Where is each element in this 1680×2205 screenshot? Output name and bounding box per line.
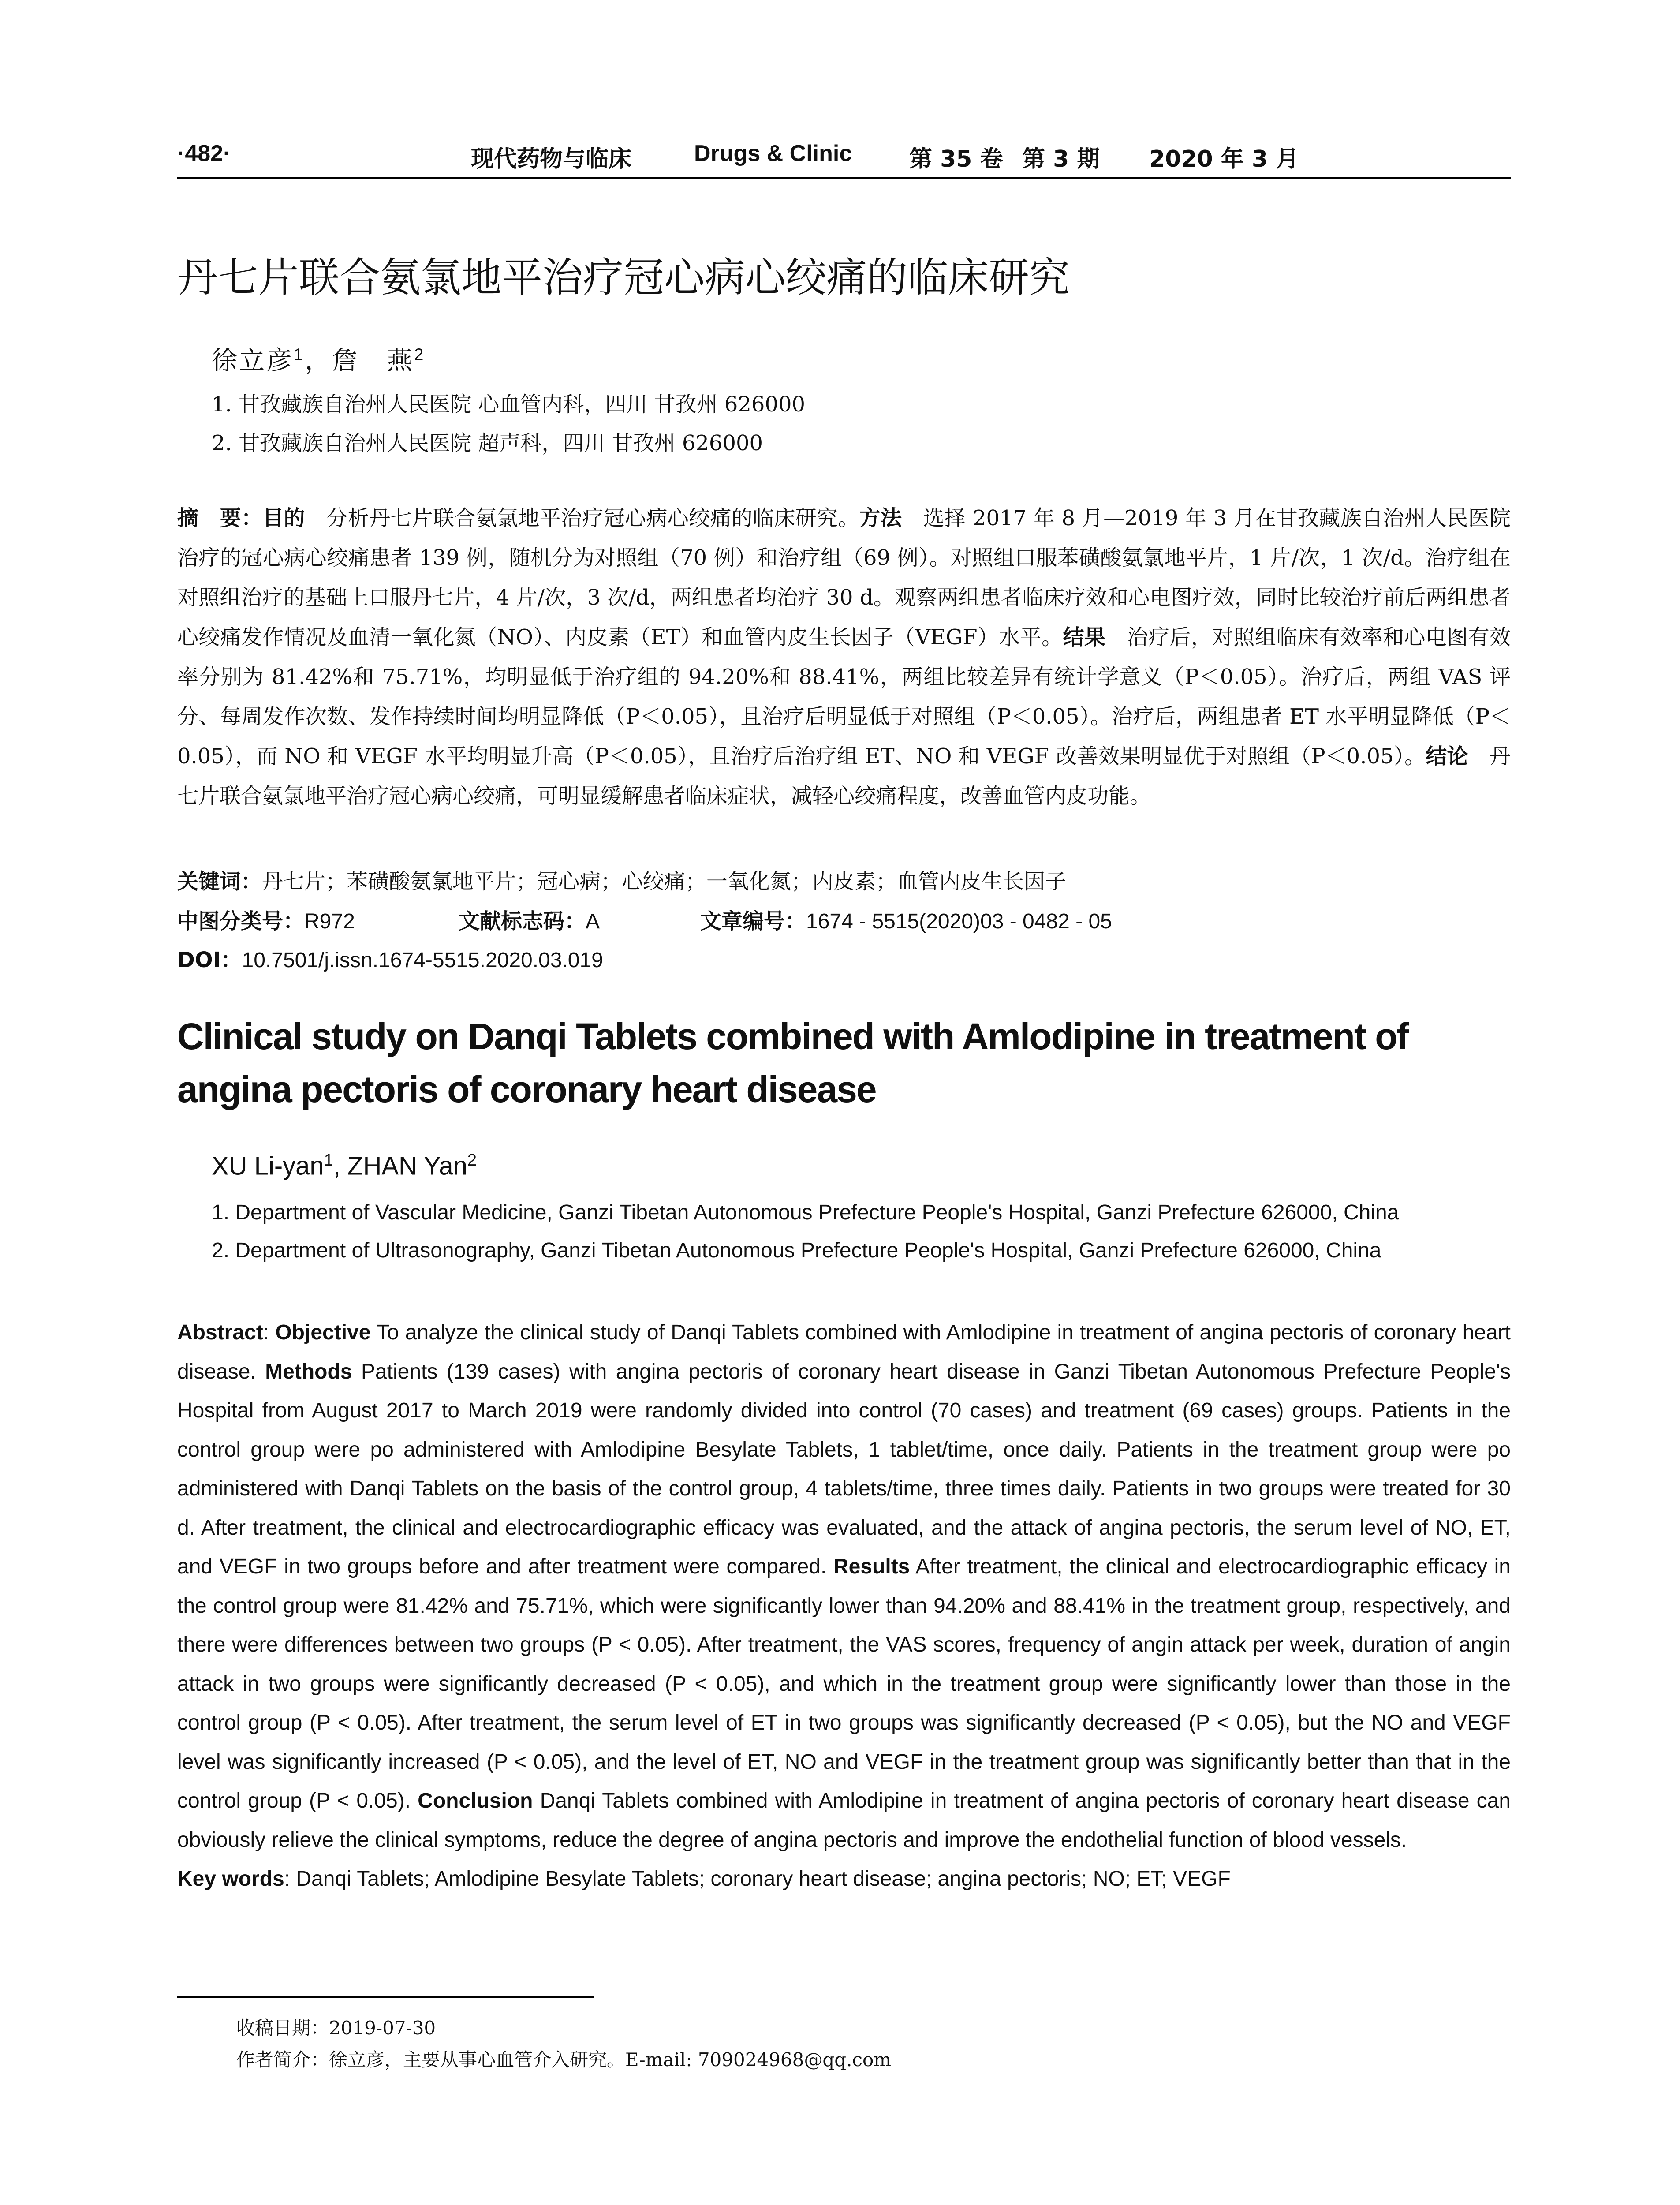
conclusion-text-cn: 丹七片联合氨氯地平治疗冠心病心绞痛，可明显缓解患者临床症状，减轻心绞痛程度，改善血管内皮功能。 — [177, 744, 1511, 808]
doi-label: DOI： — [177, 948, 242, 972]
affiliation-1-en: 1. Department of Vascular Medicine, Ganzi Tibetan Autonomous Prefecture People's Hospital, Ganzi Prefecture 626000, China — [212, 1201, 1399, 1224]
doi-line — [177, 943, 603, 973]
keywords-cn — [177, 864, 1066, 895]
objective-text-en: To analyze the clinical study of Danqi Tablets combined with Amlodipine in treatment of angina pectoris of coronary heart disease. — [177, 1321, 1511, 1383]
clc-line — [177, 904, 355, 934]
header-rule — [177, 177, 1511, 179]
issue: 第 3 期 — [1022, 146, 1100, 172]
objective-text-cn: 分析丹七片联合氨氯地平治疗冠心病心绞痛的临床研究。 — [305, 506, 859, 531]
received-date: 收稿日期：2019-07-30 — [236, 2017, 436, 2039]
author-2-affil-en: 2 — [467, 1151, 477, 1170]
journal-name-en: Drugs & Clinic — [694, 141, 852, 166]
author-2-en: ZHAN Yan — [347, 1151, 467, 1181]
author-1-affil-cn: 1 — [294, 345, 305, 364]
affiliation-2-cn: 2. 甘孜藏族自治州人民医院 超声科，四川 甘孜州 626000 — [212, 431, 763, 456]
methods-text-cn: 选择 2017 年 8 月—2019 年 3 月在甘孜藏族自治州人民医院治疗的冠心病心绞痛患者 139 例，随机分为对照组（70 例）和治疗组（69 例）。对照组口服苯磺酸氨氯地平片，1 片/次，1 次/d。治疗组在对照组治疗的基础上口服丹七片，4 片/次，3 次/d，两组患者均治疗 30 d。观察两组患者临床疗效和心电图疗效，同时比较治疗前后两组患者心绞痛发作情况及血清一氧化氮（NO）、内皮素（ET）和血管内皮生长因子（VEGF）水平。 — [177, 506, 1511, 650]
footnote-rule — [177, 1996, 594, 1998]
author-separator-en: , — [333, 1151, 348, 1181]
article-number-label: 文章编号： — [700, 909, 806, 934]
authors-cn — [212, 340, 425, 377]
author-2-affil-cn: 2 — [414, 345, 426, 364]
author-1-cn: 徐立彦 — [212, 345, 294, 375]
abstract-en — [177, 1313, 1511, 1899]
author-bio: 作者简介：徐立彦，主要从事心血管介入研究。E-mail: 709024968@qq.com — [236, 2049, 892, 2070]
article-number-line — [700, 904, 1112, 934]
objective-label-en: Objective — [275, 1321, 371, 1344]
keywords-label-cn: 关键词： — [177, 869, 262, 894]
article-title-cn: 丹七片联合氨氯地平治疗冠心病心绞痛的临床研究 — [177, 254, 1070, 301]
author-1-en: XU Li-yan — [212, 1151, 324, 1181]
author-separator-cn: ， — [305, 345, 332, 375]
results-label-cn: 结果 — [1063, 625, 1106, 650]
doc-code-line — [459, 904, 600, 934]
page-number: ·482· — [177, 141, 231, 166]
results-label-en: Results — [833, 1555, 910, 1578]
article-number-value: 1674 - 5515(2020)03 - 0482 - 05 — [806, 910, 1112, 933]
author-1-affil-en: 1 — [324, 1151, 333, 1170]
methods-label-cn: 方法 — [859, 506, 902, 531]
abstract-label-en: Abstract — [177, 1321, 263, 1344]
article-title-en: Clinical study on Danqi Tablets combined with Amlodipine in treatment of angina pectoris of coronary heart disease — [177, 1016, 1408, 1110]
keywords-label-en: Key words — [177, 1867, 284, 1891]
keywords-text-en: Danqi Tablets; Amlodipine Besylate Tablets; coronary heart disease; angina pectoris; NO; ET; VEGF — [296, 1867, 1231, 1891]
authors-en — [212, 1151, 477, 1181]
doc-code-value: A — [586, 910, 600, 933]
conclusion-label-cn: 结论 — [1426, 744, 1468, 769]
journal-name-cn: 现代药物与临床 — [471, 146, 632, 172]
objective-label-cn: 目的 — [262, 506, 306, 531]
clc-value: R972 — [304, 910, 355, 933]
methods-label-en: Methods — [265, 1360, 352, 1383]
abstract-colon-en: : — [263, 1321, 276, 1344]
doi-value: 10.7501/j.issn.1674-5515.2020.03.019 — [242, 949, 603, 972]
author-2-cn: 詹 燕 — [332, 345, 414, 375]
abstract-label-cn: 摘 要： — [177, 506, 263, 531]
conclusion-label-en: Conclusion — [418, 1789, 533, 1813]
keywords-colon-en: : — [284, 1867, 296, 1891]
affiliation-1-cn: 1. 甘孜藏族自治州人民医院 心血管内科，四川 甘孜州 626000 — [212, 392, 806, 417]
results-text-en: After treatment, the clinical and electrocardiographic efficacy in the control group were 81.42% and 75.71%, which were significantly lower than 94.20% and 88.41% in the treatment group, respectively, and there were differences between two groups (P < 0.05). After treatment, the VAS scores, frequency of angin attack per week, duration of angin attack in two groups were significantly decreased (P < 0.05), and which in the treatment group were significantly lower than those in the control group (P < 0.05). After treatment, the serum level of ET in two groups was significantly decreased (P < 0.05), but the NO and VEGF level was significantly increased (P < 0.05), and the level of ET, NO and VEGF in the treatment group was significantly better than that in the control group (P < 0.05). — [177, 1555, 1511, 1813]
clc-label: 中图分类号： — [177, 909, 305, 934]
results-text-cn: 治疗后，对照组临床有效率和心电图有效率分别为 81.42%和 75.71%，均明显低于治疗组的 94.20%和 88.41%，两组比较差异有统计学意义（P＜0.05）。治疗后，两组 VAS 评分、每周发作次数、发作持续时间均明显降低（P＜0.05），且治疗后明显低于对照组（P＜0.05）。治疗后，两组患者 ET 水平明显降低（P＜0.05），而 NO 和 VEGF 水平均明显升高（P＜0.05），且治疗后治疗组 ET、NO 和 VEGF 改善效果明显优于对照组（P＜0.05）。 — [177, 625, 1511, 769]
conclusion-text-en: Danqi Tablets combined with Amlodipine in treatment of angina pectoris of coronary heart disease can obviously relieve the clinical symptoms, reduce the degree of angina pectoris and improve the endothelial function of blood vessels. — [177, 1789, 1511, 1852]
issue-date: 2020 年 3 月 — [1149, 146, 1299, 172]
doc-code-label: 文献标志码： — [459, 909, 586, 934]
methods-text-en: Patients (139 cases) with angina pectoris of coronary heart disease in Ganzi Tibetan Autonomous Prefecture People's Hospital from August 2017 to March 2019 were randomly divided into control (70 cases) and treatment (69 cases) groups. Patients in the control group were po administered with Amlodipine Besylate Tablets, 1 tablet/time, once daily. Patients in the treatment group were po administered with Danqi Tablets on the basis of the control group, 4 tablets/time, three times daily. Patients in two groups were treated for 30 d. After treatment, the clinical and electrocardiographic efficacy was evaluated, and the attack of angina pectoris, the serum level of NO, ET, and VEGF in two groups before and after treatment were compared. — [177, 1360, 1511, 1578]
affiliation-2-en: 2. Department of Ultrasonography, Ganzi Tibetan Autonomous Prefecture People's Hospital, Ganzi Prefecture 626000, China — [212, 1239, 1381, 1262]
abstract-cn — [177, 498, 1511, 816]
keywords-text-cn: 丹七片；苯磺酸氨氯地平片；冠心病；心绞痛；一氧化氮；内皮素；血管内皮生长因子 — [262, 869, 1067, 894]
volume: 第 35 卷 — [909, 146, 1003, 172]
